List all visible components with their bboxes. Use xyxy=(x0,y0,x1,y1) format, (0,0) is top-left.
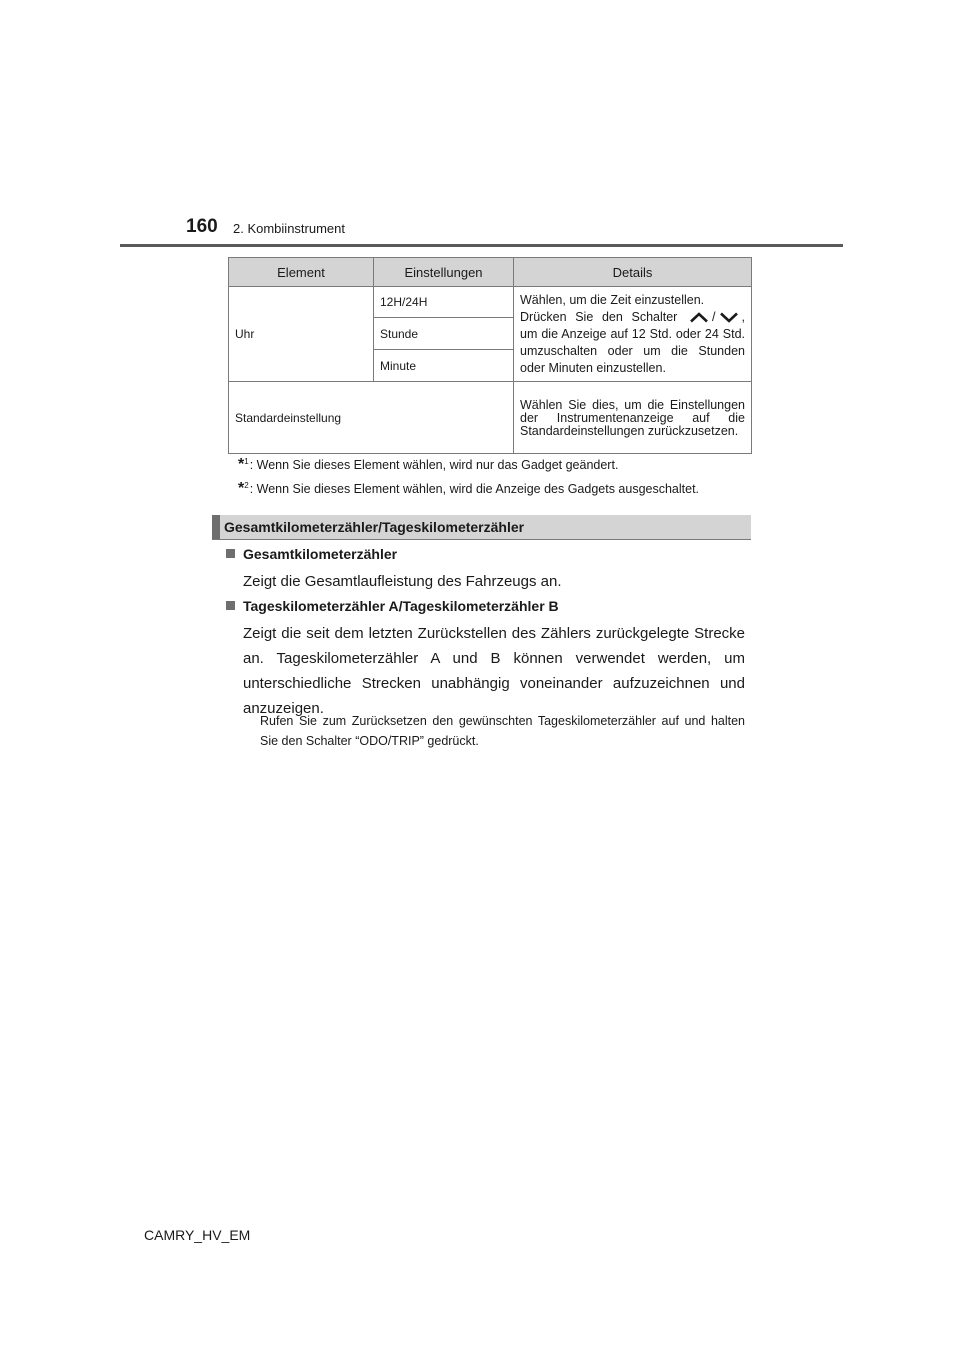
column-header-settings: Einstellungen xyxy=(374,258,514,287)
details-rest: um die Anzeige auf 12 Std. oder 24 Std. umzuschalten oder um die Stunden oder Minuten einzustellen. xyxy=(520,326,745,375)
square-bullet-icon xyxy=(226,549,235,558)
settings-table xyxy=(228,257,752,454)
cell-element-standard: Standardeinstellung xyxy=(229,382,514,454)
section-header-bar xyxy=(212,515,220,539)
cell-setting-minute: Minute xyxy=(374,350,514,382)
page-number: 160 xyxy=(186,216,218,237)
footer-code: CAMRY_HV_EM xyxy=(144,1227,251,1243)
details-line: Wählen, um die Zeit einzustellen. xyxy=(520,292,705,307)
footnote-2: *$^2$: Wenn Sie dieses Element wählen, wird die Anzeige des Gadgets ausgeschaltet. xyxy=(238,480,700,497)
table-header-row xyxy=(229,258,752,287)
header-rule xyxy=(120,244,843,247)
details-slash: / xyxy=(712,309,716,324)
item-heading-odometer: Gesamtkilometerzähler xyxy=(226,546,397,562)
column-header-details: Details xyxy=(514,258,752,287)
section-header xyxy=(212,515,751,540)
table-row xyxy=(229,287,752,318)
square-bullet-icon xyxy=(226,601,235,610)
item-text-tripmeter: Zeigt die seit dem letzten Zurückstellen des Zählers zurückgelegte Strecke an. Tageskilometerzähler A und B können verwendet werden, um unterschiedliche Strecken unabhängig voneinander aufzuzeichnen und anzuzeigen. xyxy=(243,625,745,717)
chapter-title: 2. Kombiinstrument xyxy=(233,221,345,236)
note-text: Rufen Sie zum Zurücksetzen den gewünschten Tageskilometerzähler auf und halten Sie den Schalter “ODO/TRIP” gedrückt. xyxy=(260,714,745,748)
cell-setting-12h24h: 12H/24H xyxy=(374,287,514,318)
item-heading-tripmeter: Tageskilometerzähler A/Tageskilometerzähler B xyxy=(226,598,559,614)
section-title: Gesamtkilometerzähler/Tageskilometerzähler xyxy=(224,519,525,535)
details-line: Drücken Sie den Schalter xyxy=(520,309,678,324)
cell-setting-stunde: Stunde xyxy=(374,318,514,350)
cell-details-uhr xyxy=(514,287,752,382)
item-text-odometer: Zeigt die Gesamtlaufleistung des Fahrzeugs an. xyxy=(243,573,562,590)
column-header-element: Element xyxy=(229,258,374,287)
chevron-down-icon xyxy=(719,312,739,323)
details-comma: , xyxy=(741,309,745,324)
footnote-1: *$^1$: Wenn Sie dieses Element wählen, wird nur das Gadget geändert. xyxy=(238,456,619,473)
table-row xyxy=(229,382,752,454)
chevron-up-icon xyxy=(689,312,709,323)
cell-element-uhr: Uhr xyxy=(229,287,374,382)
cell-details-standard: Wählen Sie dies, um die Einstellungen der Instrumentenanzeige auf die Standardeinstellungen zurückzusetzen. xyxy=(514,382,752,454)
